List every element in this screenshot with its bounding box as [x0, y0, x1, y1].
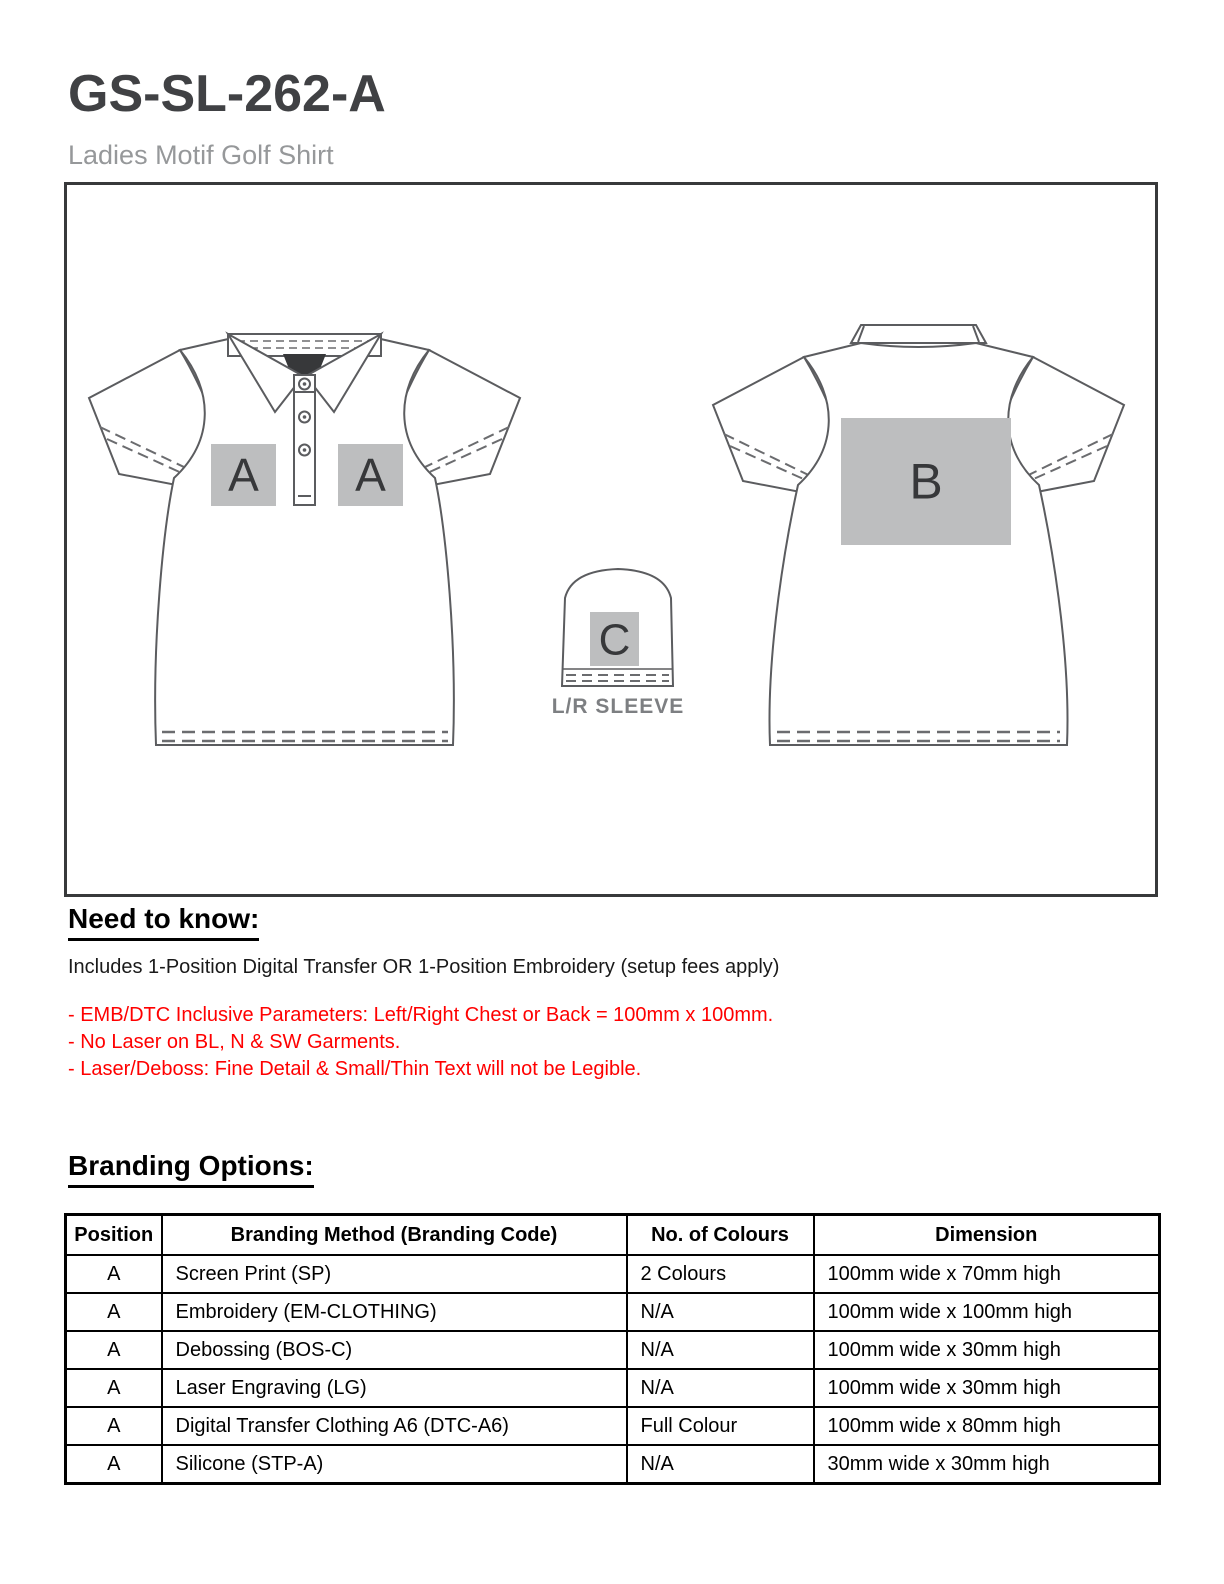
front-placket — [294, 375, 315, 505]
garment-diagram — [67, 185, 1155, 894]
column-header-position: Position — [66, 1215, 162, 1256]
cell-colours: N/A — [627, 1369, 814, 1407]
cell-method: Silicone (STP-A) — [162, 1445, 627, 1484]
table-row — [66, 1369, 1160, 1407]
cell-colours: Full Colour — [627, 1407, 814, 1445]
note-line: - No Laser on BL, N & SW Garments. — [68, 1031, 401, 1053]
garment-diagram-panel — [64, 182, 1158, 897]
need-to-know-heading: Need to know: — [68, 903, 259, 941]
cell-colours: N/A — [627, 1293, 814, 1331]
sleeve-detail-drawing — [552, 569, 685, 718]
position-c-label: C — [598, 615, 631, 665]
column-header-dimension: Dimension — [814, 1215, 1160, 1256]
cell-position: A — [66, 1445, 162, 1484]
cell-colours: 2 Colours — [627, 1255, 814, 1293]
shirt-back-drawing — [713, 325, 1124, 745]
table-row — [66, 1255, 1160, 1293]
cell-method: Laser Engraving (LG) — [162, 1369, 627, 1407]
need-to-know-intro: Includes 1-Position Digital Transfer OR 1-Position Embroidery (setup fees apply) — [68, 956, 780, 978]
cell-position: A — [66, 1255, 162, 1293]
cell-dimension: 100mm wide x 30mm high — [814, 1369, 1160, 1407]
note-line: - Laser/Deboss: Fine Detail & Small/Thin Text will not be Legible. — [68, 1058, 642, 1080]
shirt-front-drawing — [89, 334, 520, 745]
product-code-title: GS-SL-262-A — [68, 65, 386, 123]
branding-options-heading: Branding Options: — [68, 1150, 314, 1188]
cell-colours: N/A — [627, 1445, 814, 1484]
cell-dimension: 100mm wide x 80mm high — [814, 1407, 1160, 1445]
cell-colours: N/A — [627, 1331, 814, 1369]
table-header-row — [66, 1215, 1160, 1256]
cell-position: A — [66, 1407, 162, 1445]
table-row — [66, 1331, 1160, 1369]
cell-dimension: 100mm wide x 30mm high — [814, 1331, 1160, 1369]
table-row — [66, 1407, 1160, 1445]
note-line: - EMB/DTC Inclusive Parameters: Left/Right Chest or Back = 100mm x 100mm. — [68, 1004, 774, 1026]
table-row — [66, 1445, 1160, 1484]
position-b-label: B — [909, 453, 943, 510]
back-collar-stand — [851, 325, 986, 343]
position-a-right-label: A — [355, 449, 386, 502]
table-row — [66, 1293, 1160, 1331]
cell-position: A — [66, 1293, 162, 1331]
position-a-left-label: A — [228, 449, 259, 502]
cell-dimension: 30mm wide x 30mm high — [814, 1445, 1160, 1484]
column-header-colours: No. of Colours — [627, 1215, 814, 1256]
branding-options-table — [64, 1213, 1161, 1485]
cell-method: Debossing (BOS-C) — [162, 1331, 627, 1369]
need-to-know-notes — [68, 1002, 773, 1083]
product-name-subtitle: Ladies Motif Golf Shirt — [68, 140, 334, 170]
cell-dimension: 100mm wide x 100mm high — [814, 1293, 1160, 1331]
cell-method: Screen Print (SP) — [162, 1255, 627, 1293]
cell-position: A — [66, 1369, 162, 1407]
cell-dimension: 100mm wide x 70mm high — [814, 1255, 1160, 1293]
cell-position: A — [66, 1331, 162, 1369]
cell-method: Embroidery (EM-CLOTHING) — [162, 1293, 627, 1331]
cell-method: Digital Transfer Clothing A6 (DTC-A6) — [162, 1407, 627, 1445]
sleeve-caption: L/R SLEEVE — [551, 695, 685, 718]
column-header-method: Branding Method (Branding Code) — [162, 1215, 627, 1256]
